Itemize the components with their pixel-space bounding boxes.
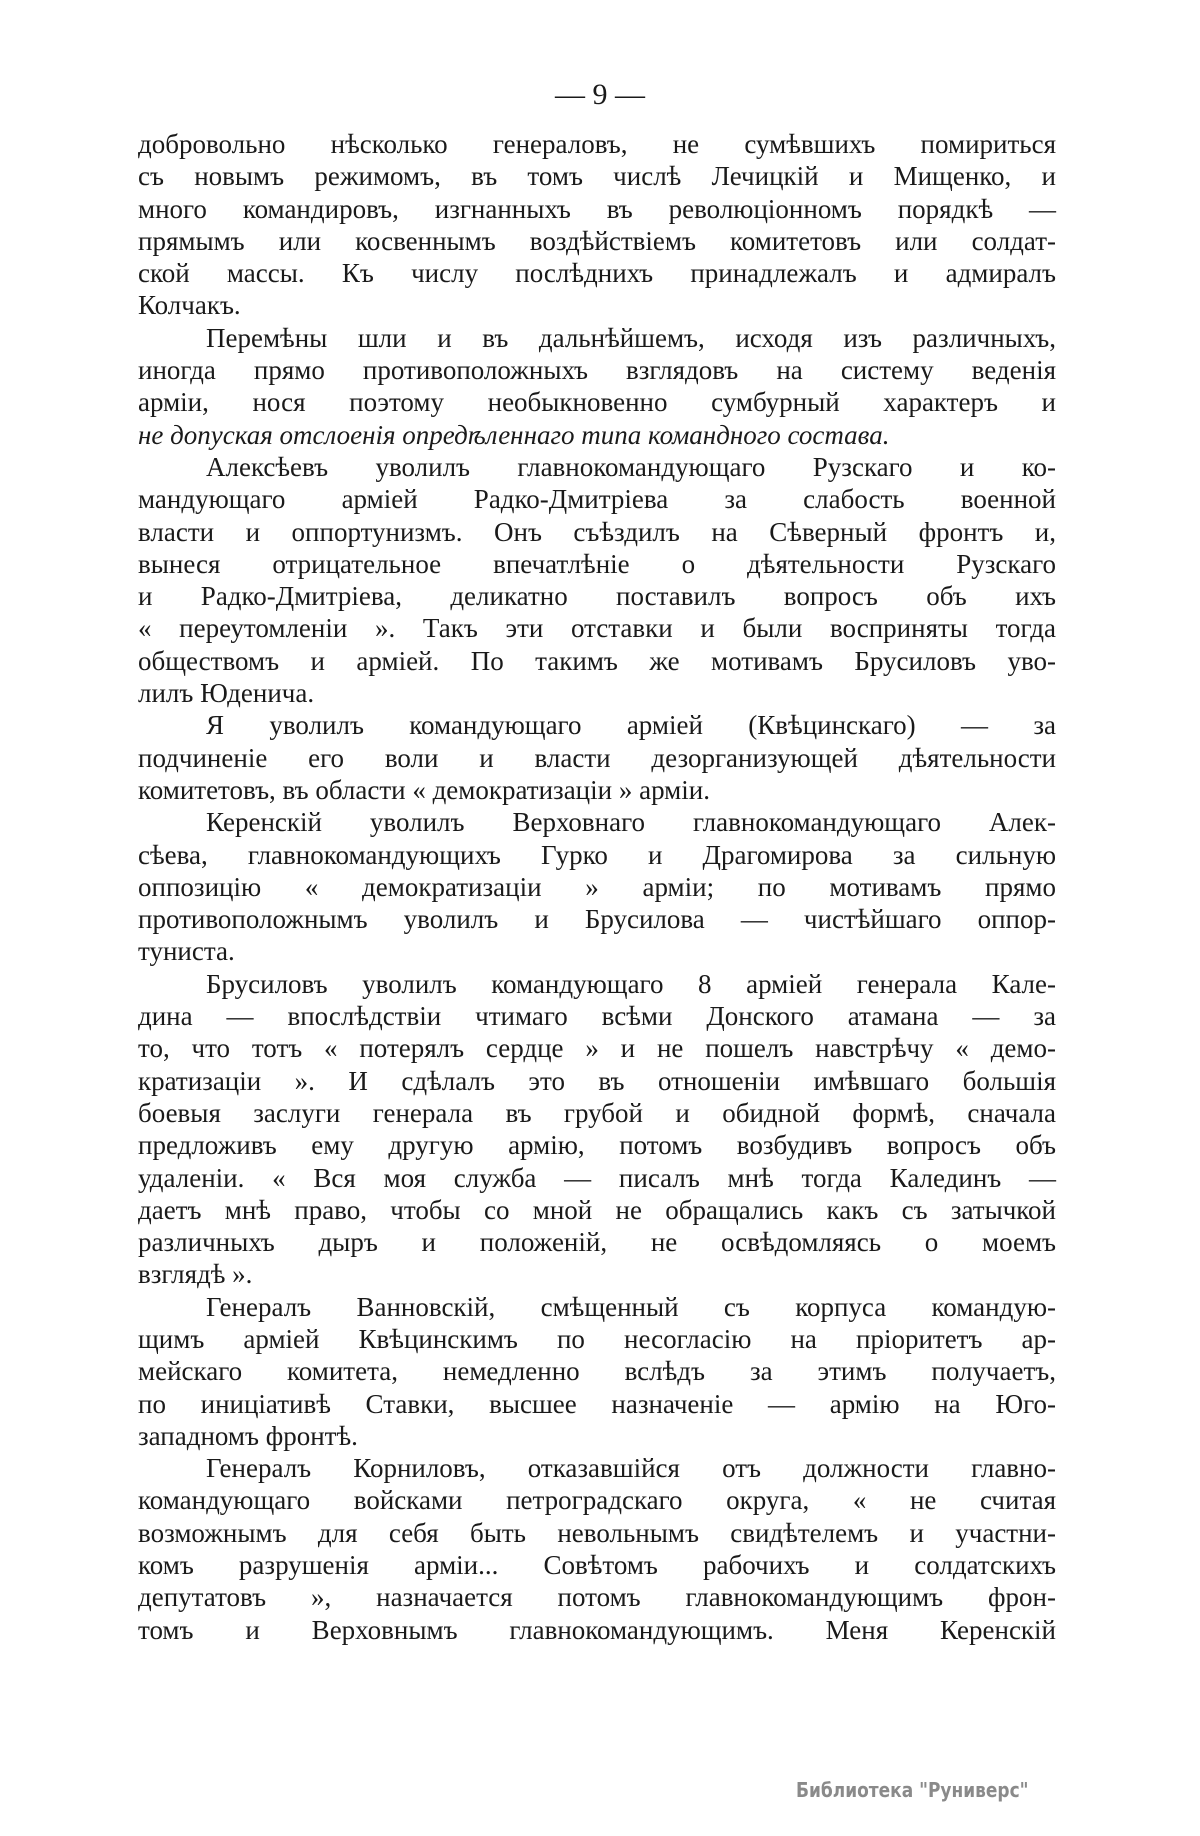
text-line: Я уволилъ командующаго арміей (Квѣцинскаго) — за: [206, 710, 1056, 741]
text-line: командующаго войсками петроградскаго округа, « не считая: [138, 1485, 1056, 1516]
text-line: мандующаго арміей Радко-Дмитріева за слабость военной: [138, 484, 1056, 515]
text-line: противоположнымъ уволилъ и Брусилова — чистѣйшаго оппор-: [138, 904, 1056, 935]
text-line: удаленіи. « Вся моя служба — писалъ мнѣ тогда Калединъ —: [138, 1162, 1056, 1193]
text-line: даетъ мнѣ право, чтобы со мной не обращались какъ съ затычкой: [138, 1194, 1056, 1225]
text-line: власти и оппортунизмъ. Онъ съѣздилъ на Сѣверный фронтъ и,: [138, 516, 1056, 547]
page-number: — 9 —: [555, 78, 645, 111]
paragraph: [138, 128, 1056, 322]
paragraph: [138, 968, 1056, 1291]
text-line: и Радко-Дмитріева, деликатно поставилъ вопросъ объ ихъ: [138, 581, 1056, 612]
text-line: оппозицію « демократизаціи » арміи; по мотивамъ прямо: [138, 871, 1056, 902]
text-line: вынеся отрицательное впечатлѣніе о дѣятельности Рузскаго: [138, 548, 1056, 579]
text-line: комитетовъ, въ области « демократизаціи » арміи.: [138, 774, 710, 805]
text-line: не допуская отслоенія опредѣленнаго типа командного состава.: [138, 419, 890, 450]
text-line: съ новымъ режимомъ, въ томъ числѣ Лечицкій и Мищенко, и: [138, 161, 1056, 192]
text-line: подчиненіе его воли и власти дезорганизующей дѣятельности: [138, 742, 1056, 773]
text-line: Керенскій уволилъ Верховнаго главнокомандующаго Алек-: [206, 807, 1056, 838]
text-line: арміи, нося поэтому необыкновенно сумбурный характеръ и: [138, 387, 1056, 418]
text-line: Генералъ Корниловъ, отказавшійся отъ должности главно-: [206, 1453, 1056, 1484]
text-line: Генералъ Ванновскій, смѣщенный съ корпуса командую-: [206, 1291, 1056, 1322]
paragraph: [138, 322, 1056, 451]
text-line: западномъ фронтѣ.: [138, 1420, 358, 1451]
text-line: Перемѣны шли и въ дальнѣйшемъ, исходя изъ различныхъ,: [206, 322, 1056, 353]
text-line: депутатовъ », назначается потомъ главнокомандующимъ фрон-: [138, 1582, 1056, 1613]
paragraph: [138, 709, 1056, 806]
text-line: мейскаго комитета, немедленно вслѣдъ за этимъ получаетъ,: [138, 1356, 1056, 1387]
text-line: по иниціативѣ Ставки, высшее назначеніе — армію на Юго-: [138, 1388, 1056, 1419]
text-line: различныхъ дыръ и положеній, не освѣдомляясь о моемъ: [138, 1227, 1056, 1258]
text-line: предложивъ ему другую армію, потомъ возбудивъ вопросъ объ: [138, 1130, 1056, 1161]
text-line: добровольно нѣсколько генераловъ, не сумѣвшихъ помириться: [138, 129, 1056, 159]
text-line: то, что тотъ « потерялъ сердце » и не пошелъ навстрѣчу « демо-: [138, 1033, 1056, 1064]
text-line: томъ и Верховнымъ главнокомандующимъ. Меня Керенскій: [138, 1614, 1056, 1645]
text-line: дина — впослѣдствіи чтимаго всѣми Донского атамана — за: [138, 1001, 1056, 1032]
text-line: взглядѣ ».: [138, 1259, 253, 1290]
text-line: Алексѣевъ уволилъ главнокомандующаго Рузскаго и ко-: [206, 451, 1056, 482]
text-line: иногда прямо противоположныхъ взглядовъ на систему веденія: [138, 355, 1056, 386]
paragraph: [138, 1452, 1056, 1646]
paragraph: [138, 451, 1056, 709]
text-line: лилъ Юденича.: [138, 678, 315, 709]
paragraph: [138, 1291, 1056, 1452]
body-text: [138, 128, 1056, 1646]
library-watermark: Библиотека "Руниверс": [796, 1778, 1029, 1802]
text-line: кратизаціи ». И сдѣлалъ это въ отношеніи имѣвшаго большія: [138, 1065, 1056, 1096]
text-line: сѣева, главнокомандующихъ Гурко и Драгомирова за сильную: [138, 839, 1056, 870]
text-line: возможнымъ для себя быть невольнымъ свидѣтелемъ и участни-: [138, 1517, 1056, 1548]
text-line: обществомъ и арміей. По такимъ же мотивамъ Брусиловъ уво-: [138, 645, 1056, 676]
text-line: комъ разрушенія арміи... Совѣтомъ рабочихъ и солдатскихъ: [138, 1550, 1056, 1581]
text-line: туниста.: [138, 936, 235, 967]
text-line: прямымъ или косвеннымъ воздѣйствіемъ комитетовъ или солдат-: [138, 225, 1056, 256]
text-line: Колчакъ.: [138, 290, 241, 321]
text-line: щимъ арміей Квѣцинскимъ по несогласію на пріоритетъ ар-: [138, 1323, 1056, 1354]
paragraph: [138, 806, 1056, 967]
text-line: Брусиловъ уволилъ командующаго 8 арміей генерала Кале-: [206, 968, 1056, 999]
text-line: ской массы. Къ числу послѣднихъ принадлежалъ и адмиралъ: [138, 258, 1056, 289]
text-line: боевыя заслуги генерала въ грубой и обидной формѣ, сначала: [138, 1097, 1056, 1128]
text-line: много командировъ, изгнанныхъ въ революціонномъ порядкѣ —: [138, 193, 1056, 224]
text-line: « переутомленіи ». Такъ эти отставки и были восприняты тогда: [138, 613, 1056, 644]
